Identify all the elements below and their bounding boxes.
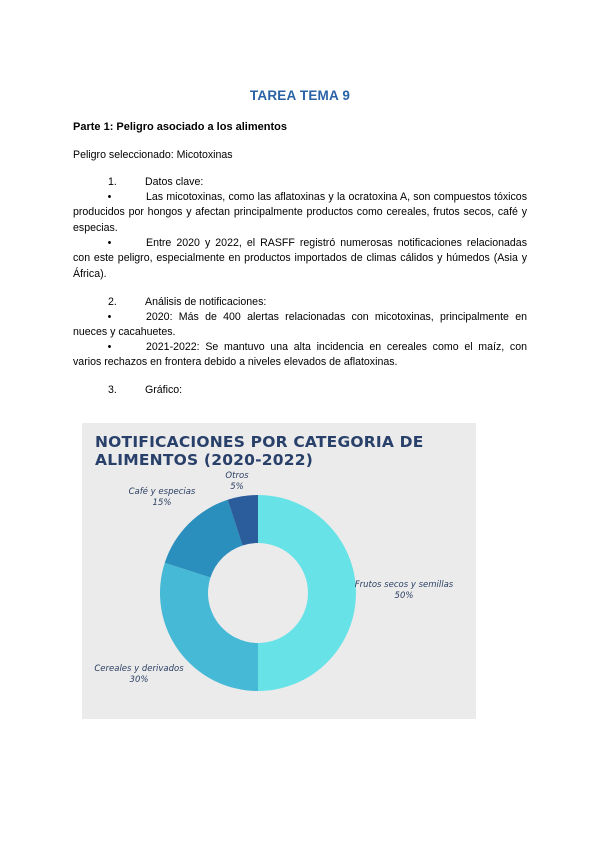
- slice-cafe: [165, 500, 243, 578]
- bullet-symbol: •: [107, 191, 112, 203]
- bullet-symbol: •: [107, 237, 112, 249]
- label-cafe-value: 15%: [152, 498, 172, 508]
- label-frutos-secos-value: 50%: [394, 591, 414, 601]
- section2-bullet-2: [73, 340, 527, 371]
- section2-label: Análisis de notificaciones:: [145, 296, 267, 308]
- section1-bullet-1: [73, 190, 527, 236]
- label-frutos-secos-name: Frutos secos y semillas: [354, 580, 454, 590]
- label-cafe: [112, 487, 212, 509]
- label-cereales-value: 30%: [129, 675, 149, 685]
- hazard-line: Peligro seleccionado: Micotoxinas: [73, 149, 233, 161]
- donut-chart: [82, 423, 476, 719]
- bullet-text: 2021-2022: Se mantuvo una alta incidencia en cereales como el maíz, con varios rechazos en frontera debido a niveles elevados de aflatoxinas.: [73, 341, 527, 369]
- bullet-symbol: •: [107, 341, 112, 353]
- bullet-text: Las micotoxinas, como las aflatoxinas y la ocratoxina A, son compuestos tóxicos producidos por hongos y afectan principalmente productos como cereales, frutos secos, café y especias.: [73, 191, 527, 234]
- section3-number: 3.: [108, 384, 117, 396]
- section2-number: 2.: [108, 296, 117, 308]
- section1-bullet-2: [73, 236, 527, 282]
- label-otros-value: 5%: [230, 482, 244, 492]
- section1-label: Datos clave:: [145, 176, 204, 188]
- bullet-text: Entre 2020 y 2022, el RASFF registró numerosas notificaciones relacionadas con este peligro, especialmente en productos importados de climas cálidos y húmedos (Asia y África).: [73, 237, 527, 280]
- section2-bullet-1: [73, 310, 527, 341]
- bullet-symbol: •: [107, 311, 112, 323]
- bullet-text: 2020: Más de 400 alertas relacionadas con micotoxinas, principalmente en nueces y cacahuetes.: [73, 311, 527, 339]
- label-otros: [212, 471, 262, 493]
- label-otros-name: Otros: [225, 471, 249, 481]
- section3-label: Gráfico:: [145, 384, 183, 396]
- document-title: TAREA TEMA 9: [249, 88, 351, 103]
- section1-number: 1.: [108, 176, 117, 188]
- label-frutos-secos: [344, 580, 464, 602]
- chart-title: NOTIFICACIONES POR CATEGORIA DE ALIMENTOS (2020-2022): [95, 433, 424, 469]
- part1-heading: Parte 1: Peligro asociado a los alimentos: [73, 121, 287, 133]
- label-cereales: [84, 664, 194, 686]
- label-cafe-name: Café y especias: [128, 487, 196, 497]
- label-cereales-name: Cereales y derivados: [94, 664, 184, 674]
- slice-frutos-secos: [258, 495, 356, 691]
